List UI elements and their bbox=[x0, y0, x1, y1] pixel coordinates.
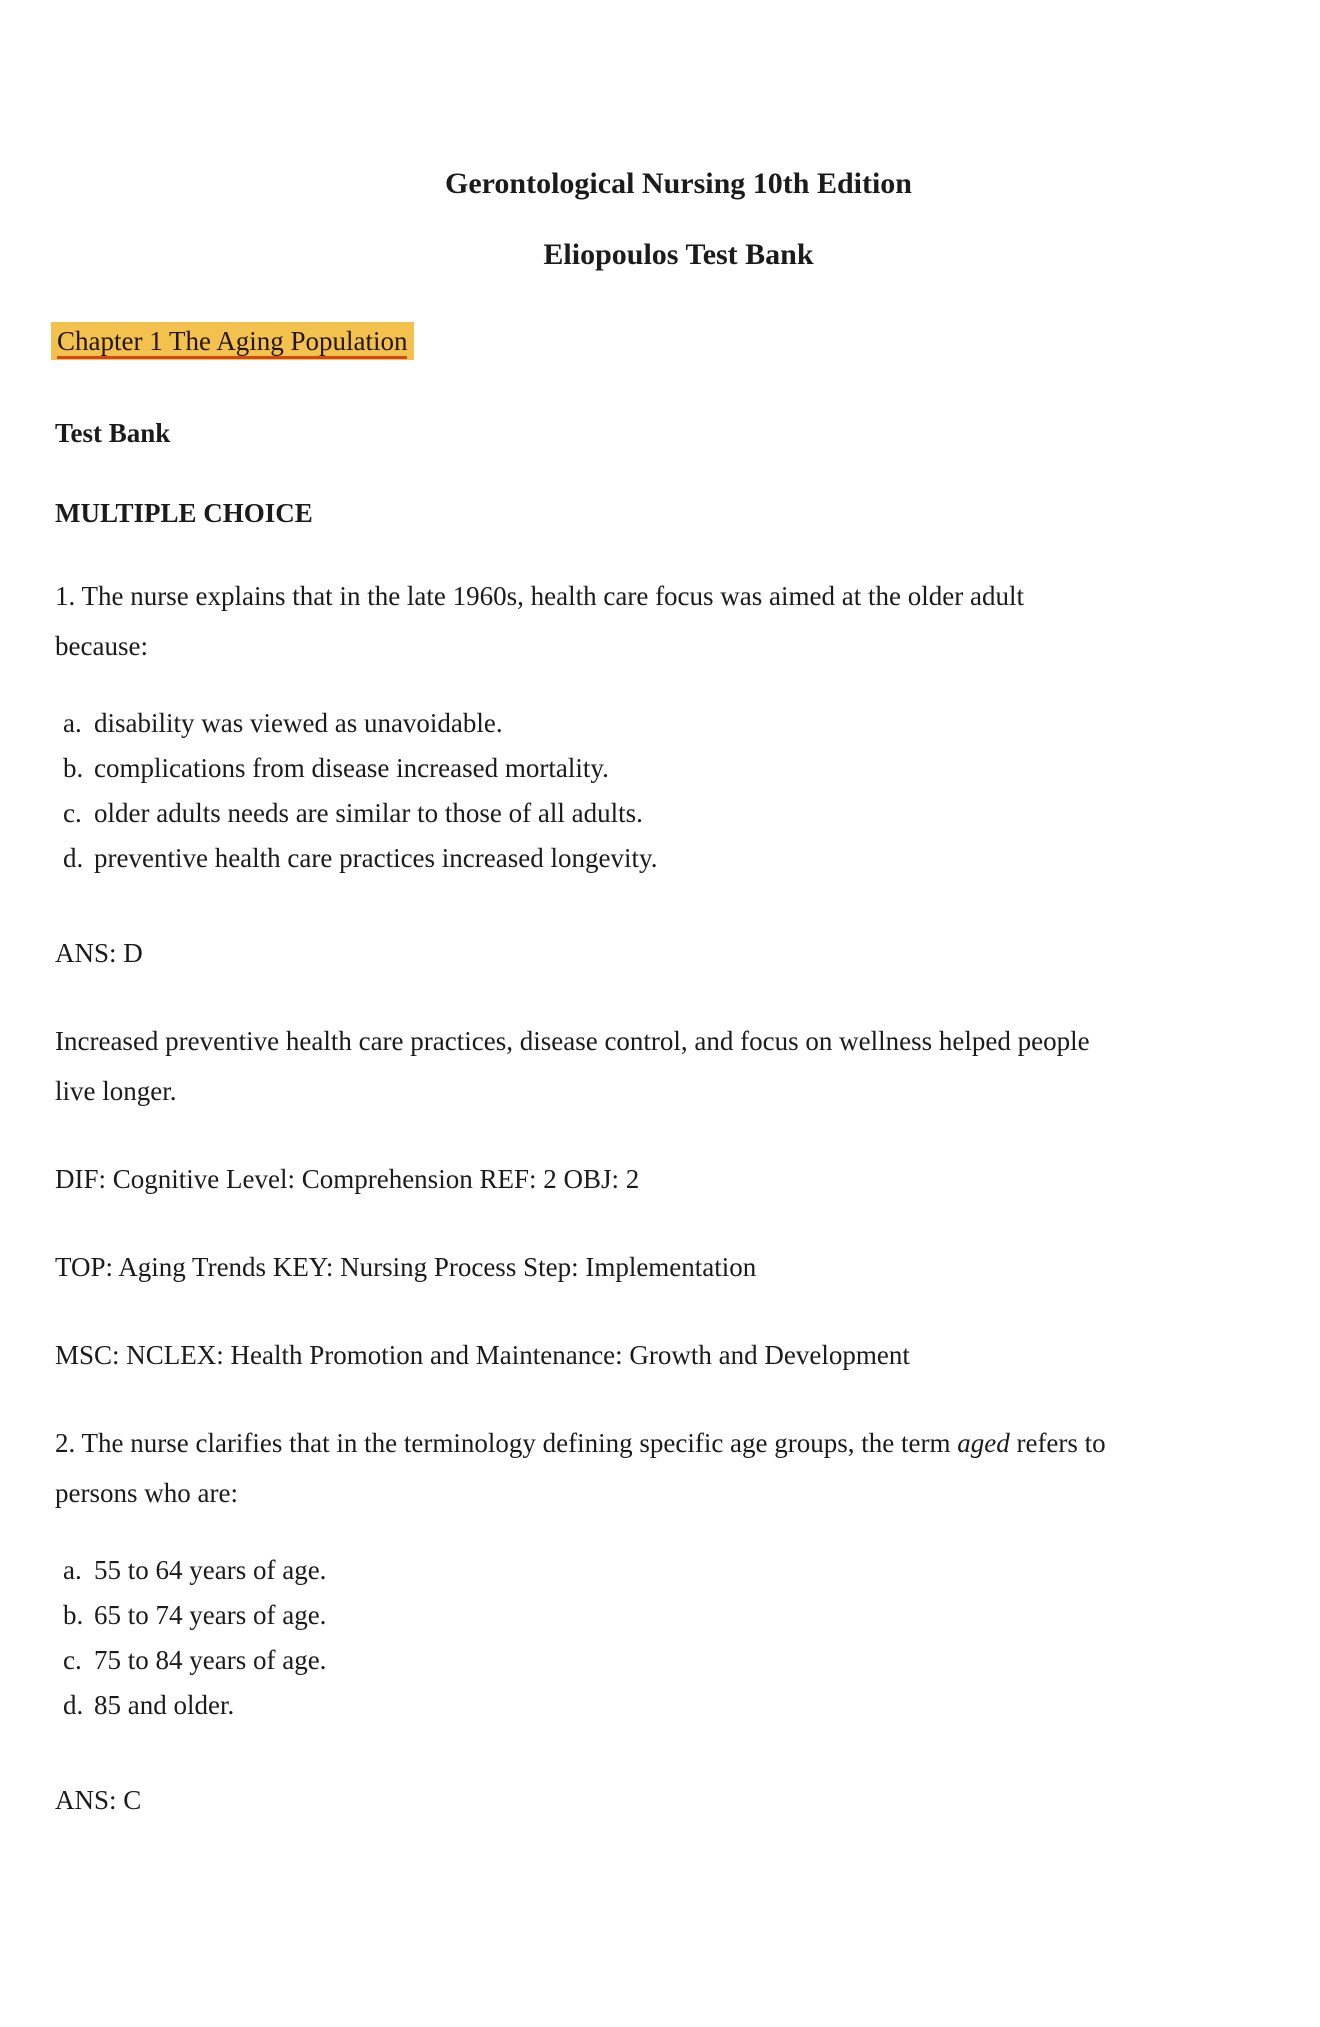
question-1-meta-msc: MSC: NCLEX: Health Promotion and Maintenance: Growth and Development bbox=[55, 1340, 910, 1370]
option-text: 85 and older. bbox=[94, 1690, 235, 1720]
question-1-options bbox=[55, 701, 1302, 881]
option-letter: d. bbox=[63, 843, 84, 873]
question-1-stem bbox=[55, 571, 1302, 671]
chapter-heading-row bbox=[55, 322, 1302, 360]
question-1-option-b bbox=[55, 746, 1302, 791]
heading-multiple-choice: MULTIPLE CHOICE bbox=[55, 498, 313, 528]
option-letter: b. bbox=[63, 753, 84, 783]
question-1-rationale-line-1: Increased preventive health care practices, disease control, and focus on wellness helped people bbox=[55, 1026, 1090, 1056]
question-2-option-c bbox=[55, 1638, 1302, 1683]
question-2-answer: ANS: C bbox=[55, 1785, 142, 1815]
page-subtitle: Eliopoulos Test Bank bbox=[543, 238, 814, 271]
question-1-option-a bbox=[55, 701, 1302, 746]
option-letter: c. bbox=[63, 1645, 82, 1675]
question-1-option-c bbox=[55, 791, 1302, 836]
chapter-link-highlight bbox=[51, 322, 414, 360]
option-text: 65 to 74 years of age. bbox=[94, 1600, 327, 1630]
option-letter: b. bbox=[63, 1600, 84, 1630]
question-1-rationale bbox=[55, 1016, 1302, 1116]
page-title: Gerontological Nursing 10th Edition bbox=[445, 167, 912, 200]
question-2-stem-italic-term: aged bbox=[957, 1428, 1010, 1458]
question-2-option-d bbox=[55, 1683, 1302, 1728]
question-2-stem-text-after: refers to bbox=[1009, 1428, 1106, 1458]
question-2-options bbox=[55, 1548, 1302, 1728]
option-text: complications from disease increased mortality. bbox=[94, 753, 609, 783]
option-text: 75 to 84 years of age. bbox=[94, 1645, 327, 1675]
heading-test-bank: Test Bank bbox=[55, 418, 171, 448]
option-text: preventive health care practices increased longevity. bbox=[94, 843, 658, 873]
option-text: disability was viewed as unavoidable. bbox=[94, 708, 503, 738]
option-letter: d. bbox=[63, 1690, 84, 1720]
question-1-answer: ANS: D bbox=[55, 938, 143, 968]
question-1-stem-line-1: 1. The nurse explains that in the late 1960s, health care focus was aimed at the older adult bbox=[55, 581, 1024, 611]
question-1 bbox=[55, 571, 1302, 1380]
question-2-stem-text: 2. The nurse clarifies that in the terminology defining specific age groups, the term bbox=[55, 1428, 958, 1458]
question-1-meta-top: TOP: Aging Trends KEY: Nursing Process Step: Implementation bbox=[55, 1252, 757, 1282]
question-1-option-d bbox=[55, 836, 1302, 881]
option-letter: a. bbox=[63, 1555, 82, 1585]
question-2-stem bbox=[55, 1418, 1302, 1518]
option-letter: c. bbox=[63, 798, 82, 828]
question-1-meta-dif: DIF: Cognitive Level: Comprehension REF: 2 OBJ: 2 bbox=[55, 1164, 640, 1194]
chapter-link[interactable]: Chapter 1 The Aging Population bbox=[57, 326, 407, 359]
question-2-option-b bbox=[55, 1593, 1302, 1638]
option-letter: a. bbox=[63, 708, 82, 738]
question-2-stem-line-2: persons who are: bbox=[55, 1478, 238, 1508]
question-1-rationale-line-2: live longer. bbox=[55, 1076, 177, 1106]
question-1-stem-line-2: because: bbox=[55, 631, 148, 661]
option-text: 55 to 64 years of age. bbox=[94, 1555, 327, 1585]
question-2-option-a bbox=[55, 1548, 1302, 1593]
question-2 bbox=[55, 1418, 1302, 1825]
question-2-stem-line-1 bbox=[55, 1418, 1302, 1468]
option-text: older adults needs are similar to those of all adults. bbox=[94, 798, 643, 828]
